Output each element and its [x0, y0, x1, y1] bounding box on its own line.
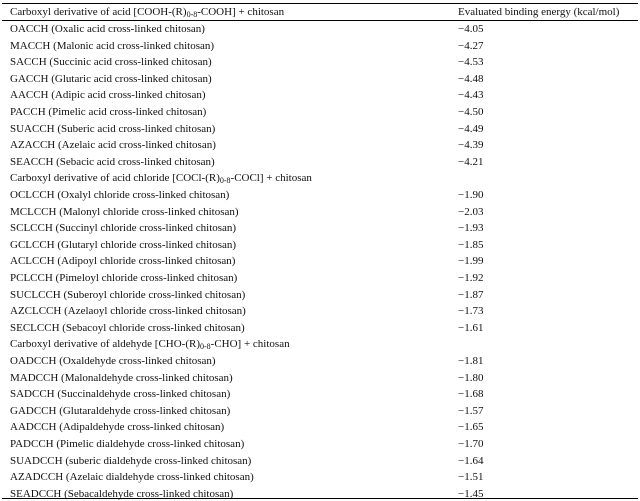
- binding-energy-cell: −4.05: [458, 23, 484, 35]
- table-row: [0, 385, 640, 402]
- binding-energy-cell: −4.39: [458, 139, 484, 152]
- table-row: [0, 186, 640, 203]
- header-compound-text: Carboxyl derivative of acid [COOH-(R): [10, 6, 187, 18]
- binding-energy-cell: −1.45: [458, 487, 484, 500]
- binding-energy-cell: −1.65: [458, 421, 484, 434]
- table-row: [0, 203, 640, 220]
- binding-energy-cell: −1.93: [458, 222, 484, 235]
- table-row: [0, 286, 640, 303]
- table-row: [0, 136, 640, 153]
- table-row: [0, 20, 640, 37]
- table-row: [0, 53, 640, 70]
- compound-name-cell: AZCLCCH (Azelaoyl chloride cross-linked chitosan): [10, 305, 246, 318]
- binding-energy-cell: −1.68: [458, 388, 484, 401]
- compound-name-cell: SEADCCH (Sebacaldehyde cross-linked chitosan): [10, 487, 234, 500]
- table-row: [0, 452, 640, 469]
- binding-energy-cell: −1.64: [458, 454, 484, 467]
- binding-energy-cell: −1.70: [458, 438, 484, 450]
- section-header-row: [0, 335, 640, 352]
- compound-name-cell: PADCCH (Pimelic dialdehyde cross-linked chitosan): [10, 438, 245, 450]
- compound-name-cell: PCLCCH (Pimeloyl chloride cross-linked chitosan): [10, 272, 238, 284]
- header-compound-subscript: 0-8: [186, 10, 198, 19]
- compound-name-cell: AZACCH (Azelaic acid cross-linked chitosan): [10, 139, 216, 152]
- binding-energy-cell: −4.53: [458, 56, 484, 69]
- table-row: [0, 418, 640, 435]
- binding-energy-cell: −4.48: [458, 72, 484, 85]
- section-header-text-end: -CHO] + chitosan: [210, 338, 290, 351]
- binding-energy-cell: −1.51: [458, 471, 484, 484]
- compound-name-cell: MADCCH (Malonaldehyde cross-linked chitosan): [10, 371, 233, 384]
- section-header-label: [10, 172, 312, 184]
- binding-energy-cell: −1.90: [458, 189, 484, 201]
- binding-energy-cell: −4.50: [458, 106, 484, 118]
- compound-name-cell: AACCH (Adipic acid cross-linked chitosan): [10, 89, 206, 102]
- binding-energy-cell: −1.81: [458, 355, 484, 367]
- table-row: [0, 302, 640, 319]
- header-compound-text-end: -COOH] + chitosan: [197, 6, 285, 18]
- table-row: [0, 269, 640, 286]
- compound-name-cell: SACCH (Succinic acid cross-linked chitosan): [10, 56, 212, 69]
- table-row: [0, 120, 640, 137]
- table-header-row: [0, 3, 640, 20]
- compound-name-cell: MCLCCH (Malonyl chloride cross-linked chitosan): [10, 205, 239, 218]
- table-row: [0, 402, 640, 419]
- compound-name-cell: GCLCCH (Glutaryl chloride cross-linked chitosan): [10, 238, 237, 251]
- compound-name-cell: SCLCCH (Succinyl chloride cross-linked chitosan): [10, 222, 237, 235]
- binding-energy-cell: −1.80: [458, 371, 484, 384]
- binding-energy-cell: −4.27: [458, 39, 484, 52]
- table-row: [0, 103, 640, 120]
- binding-energy-cell: −1.57: [458, 404, 484, 417]
- compound-name-cell: SEACCH (Sebacic acid cross-linked chitosan): [10, 155, 215, 168]
- compound-name-cell: GADCCH (Glutaraldehyde cross-linked chitosan): [10, 404, 231, 417]
- compound-name-cell: SADCCH (Succinaldehyde cross-linked chitosan): [10, 388, 231, 401]
- section-header-row: [0, 169, 640, 186]
- section-header-text: Carboxyl derivative of acid chloride [COCl-(R): [10, 172, 220, 185]
- header-compound-column: [10, 6, 284, 18]
- compound-name-cell: SUADCCH (suberic dialdehyde cross-linked chitosan): [10, 454, 252, 467]
- table-row: [0, 352, 640, 369]
- section-header-subscript: 0-8: [200, 342, 211, 352]
- binding-energy-cell: −1.73: [458, 305, 484, 318]
- compound-name-cell: GACCH (Glutaric acid cross-linked chitosan): [10, 72, 212, 85]
- binding-energy-cell: −1.92: [458, 272, 484, 284]
- binding-energy-cell: −1.87: [458, 288, 484, 301]
- table-row: [0, 70, 640, 87]
- section-header-subscript: 0-8: [219, 176, 231, 186]
- compound-name-cell: MACCH (Malonic acid cross-linked chitosan): [10, 39, 215, 52]
- compound-name-cell: OCLCCH (Oxalyl chloride cross-linked chitosan): [10, 189, 230, 201]
- section-header-text: Carboxyl derivative of aldehyde [CHO-(R): [10, 338, 200, 351]
- table-row: [0, 37, 640, 54]
- compound-name-cell: OACCH (Oxalic acid cross-linked chitosan): [10, 23, 205, 35]
- binding-energy-cell: −2.03: [458, 205, 484, 218]
- table-row: [0, 435, 640, 452]
- table-row: [0, 252, 640, 269]
- compound-name-cell: AADCCH (Adipaldehyde cross-linked chitosan): [10, 421, 225, 434]
- header-energy-column: Evaluated binding energy (kcal/mol): [458, 6, 620, 18]
- binding-energy-cell: −1.99: [458, 255, 484, 268]
- section-header-label: [10, 338, 290, 350]
- table-row: [0, 369, 640, 386]
- table-bottom-rule: [2, 498, 638, 499]
- binding-energy-cell: −4.43: [458, 89, 484, 102]
- compound-name-cell: SUACCH (Suberic acid cross-linked chitosan): [10, 122, 216, 135]
- binding-energy-cell: −4.21: [458, 155, 484, 168]
- compound-name-cell: ACLCCH (Adipoyl chloride cross-linked chitosan): [10, 255, 236, 268]
- table-row: [0, 468, 640, 485]
- compound-name-cell: OADCCH (Oxaldehyde cross-linked chitosan): [10, 355, 216, 367]
- table-row: [0, 236, 640, 253]
- binding-energy-cell: −1.85: [458, 238, 484, 251]
- compound-name-cell: AZADCCH (Azelaic dialdehyde cross-linked chitosan): [10, 471, 254, 484]
- binding-energy-cell: −1.61: [458, 321, 484, 334]
- compound-name-cell: PACCH (Pimelic acid cross-linked chitosan): [10, 106, 207, 118]
- table-row: [0, 86, 640, 103]
- compound-name-cell: SUCLCCH (Suberoyl chloride cross-linked chitosan): [10, 288, 246, 301]
- table-row: [0, 153, 640, 170]
- table-row: [0, 319, 640, 336]
- binding-energy-cell: −4.49: [458, 122, 484, 135]
- section-header-text-end: -COCl] + chitosan: [230, 172, 312, 185]
- compound-name-cell: SECLCCH (Sebacoyl chloride cross-linked chitosan): [10, 321, 245, 334]
- table-row: [0, 219, 640, 236]
